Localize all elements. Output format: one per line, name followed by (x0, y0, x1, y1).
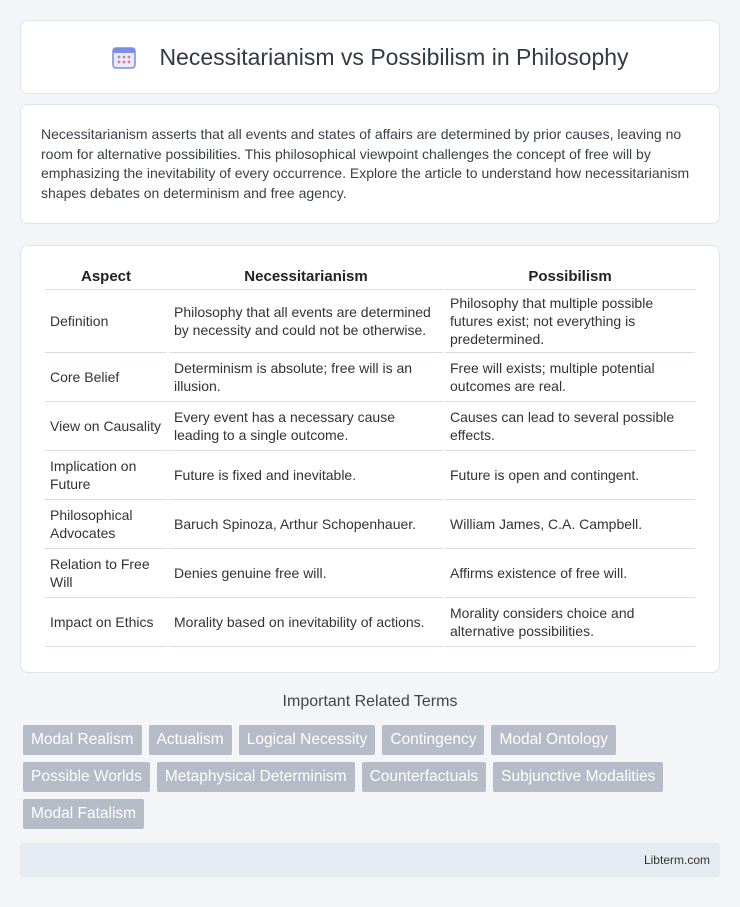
table-row (45, 402, 695, 451)
comparison-table-card (20, 245, 720, 673)
footer-brand-link[interactable]: Libterm.com (643, 853, 710, 867)
footer (20, 843, 720, 877)
aspect-cell: View on Causality (45, 402, 167, 451)
possibilism-cell: Affirms existence of free will. (445, 549, 695, 598)
related-terms-heading: Important Related Terms (282, 693, 458, 710)
table-row (45, 451, 695, 500)
possibilism-cell: William James, C.A. Campbell. (445, 500, 695, 549)
related-term-tag[interactable]: Subjunctive Modalities (493, 762, 663, 792)
table-row (45, 500, 695, 549)
necessitarianism-cell: Determinism is absolute; free will is an illusion. (169, 353, 443, 402)
related-term-tag[interactable]: Contingency (382, 725, 484, 755)
possibilism-cell: Free will exists; multiple potential outcomes are real. (445, 353, 695, 402)
related-term-tag[interactable]: Possible Worlds (23, 762, 150, 792)
header-card (20, 20, 720, 94)
aspect-cell: Relation to Free Will (45, 549, 167, 598)
possibilism-cell: Philosophy that multiple possible futures exist; not everything is predetermined. (445, 290, 695, 353)
possibilism-cell: Causes can lead to several possible effects. (445, 402, 695, 451)
aspect-cell: Implication on Future (45, 451, 167, 500)
necessitarianism-cell: Future is fixed and inevitable. (169, 451, 443, 500)
table-row (45, 549, 695, 598)
related-term-tag[interactable]: Actualism (149, 725, 232, 755)
intro-card (20, 104, 720, 224)
related-term-tag[interactable]: Modal Ontology (491, 725, 616, 755)
table-row (45, 290, 695, 353)
related-term-tag[interactable]: Counterfactuals (362, 762, 487, 792)
column-header-aspect: Aspect (45, 264, 167, 290)
related-terms-list (23, 725, 723, 829)
possibilism-cell: Morality considers choice and alternative possibilities. (445, 598, 695, 647)
aspect-cell: Definition (45, 290, 167, 353)
aspect-cell: Impact on Ethics (45, 598, 167, 647)
table-row (45, 598, 695, 647)
comparison-table (43, 264, 697, 647)
necessitarianism-cell: Baruch Spinoza, Arthur Schopenhauer. (169, 500, 443, 549)
calendar-grid-icon (111, 44, 137, 70)
related-term-tag[interactable]: Metaphysical Determinism (157, 762, 355, 792)
aspect-cell: Core Belief (45, 353, 167, 402)
possibilism-cell: Future is open and contingent. (445, 451, 695, 500)
necessitarianism-cell: Morality based on inevitability of actions. (169, 598, 443, 647)
table-header-row (45, 264, 695, 290)
intro-text: Necessitarianism asserts that all events and states of affairs are determined by prior causes, leaving no room for alternative possibilities. This philosophical viewpoint challenges the concept of free will by emphasizing the inevitability of every occurrence. Explore the article to understand how necessitarianism shapes debates on determinism and free agency. (41, 126, 690, 201)
related-term-tag[interactable]: Modal Realism (23, 725, 142, 755)
necessitarianism-cell: Every event has a necessary cause leading to a single outcome. (169, 402, 443, 451)
related-term-tag[interactable]: Logical Necessity (239, 725, 376, 755)
necessitarianism-cell: Denies genuine free will. (169, 549, 443, 598)
necessitarianism-cell: Philosophy that all events are determined by necessity and could not be otherwise. (169, 290, 443, 353)
column-header-necessitarianism: Necessitarianism (169, 264, 443, 290)
table-row (45, 353, 695, 402)
column-header-possibilism: Possibilism (445, 264, 695, 290)
page-title: Necessitarianism vs Possibilism in Philosophy (159, 43, 629, 70)
aspect-cell: Philosophical Advocates (45, 500, 167, 549)
related-term-tag[interactable]: Modal Fatalism (23, 799, 144, 829)
